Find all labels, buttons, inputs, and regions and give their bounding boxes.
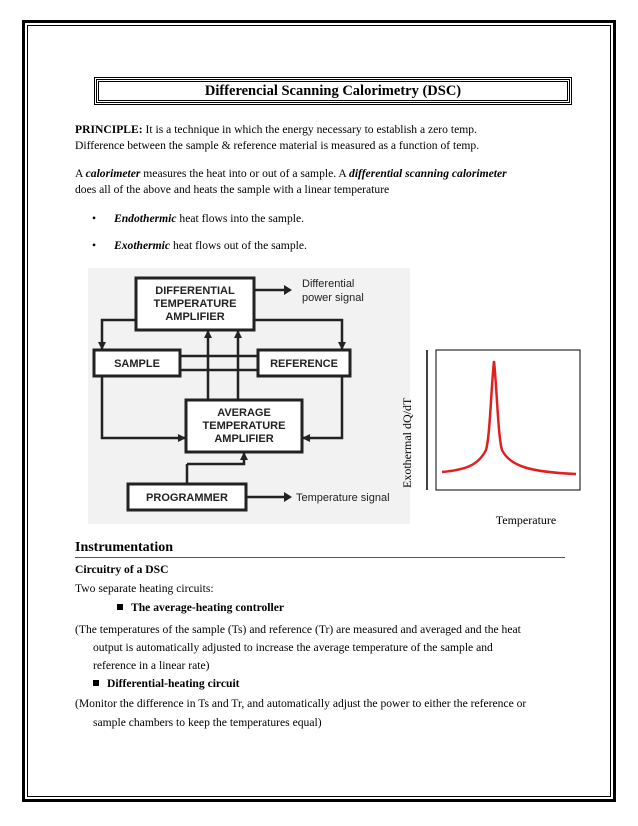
page-title: Differencial Scanning Calorimetry (DSC) <box>96 79 570 103</box>
principle-text-1: It is a technique in which the energy necessary to establish a zero temp. <box>142 123 477 136</box>
endothermic-term: Endothermic <box>114 212 177 225</box>
calorimeter-prefix: A <box>75 167 86 180</box>
circuits-intro: Two separate heating circuits: <box>75 582 214 595</box>
instrumentation-rule <box>75 557 565 558</box>
principle-line-2: Difference between the sample & reference material is measured as a function of temp. <box>75 139 480 152</box>
circuitry-subheading: Circuitry of a DSC <box>75 563 169 576</box>
item-differential-heating-label: Differential-heating circuit <box>107 677 240 690</box>
item-average-heating <box>117 600 284 615</box>
dsc-term: differential scanning calorimeter <box>349 167 507 180</box>
programmer-label: PROGRAMMER <box>146 492 228 504</box>
dsc-block-diagram <box>88 268 410 524</box>
item-average-heating-label: The average-heating controller <box>131 601 285 614</box>
item-differential-heating <box>93 676 240 691</box>
diff-signal-line-1: Differential <box>302 278 355 290</box>
exothermic-term: Exothermic <box>114 239 171 252</box>
exothermic-text: heat flows out of the sample. <box>170 239 307 252</box>
calorimeter-middle: measures the heat into or out of a sample. A <box>140 167 350 180</box>
temp-signal-label: Temperature signal <box>296 492 390 504</box>
dsc-peak-plot <box>394 338 586 530</box>
principle-line-1 <box>75 122 477 137</box>
sample-label: SAMPLE <box>114 358 160 370</box>
item2-desc-line-2: sample chambers to keep the temperatures equal) <box>93 716 322 729</box>
item2-desc-line-1: (Monitor the difference in Ts and Tr, and automatically adjust the power to either the reference or <box>75 697 527 710</box>
principle-label: PRINCIPLE: <box>75 123 143 136</box>
item1-desc-line-1: (The temperatures of the sample (Ts) and reference (Tr) are measured and averaged and the heat <box>75 623 521 636</box>
item1-desc-line-3: reference in a linear rate) <box>93 659 210 672</box>
endothermic-text: heat flows into the sample. <box>176 212 305 225</box>
avg-amp-line-1: AVERAGE <box>217 407 271 419</box>
diff-amp-line-1: DIFFERENTIAL <box>155 285 235 297</box>
instrumentation-heading: Instrumentation <box>75 540 174 555</box>
bullet-exothermic: • Exothermic heat flows out of the sample. <box>92 239 307 252</box>
square-bullet-icon <box>93 680 99 686</box>
calorimeter-line-1 <box>75 166 507 181</box>
calorimeter-line-2: does all of the above and heats the sample with a linear temperature <box>75 183 390 196</box>
diff-signal-line-2: power signal <box>302 292 364 304</box>
square-bullet-icon <box>117 604 123 610</box>
item1-desc-line-2: output is automatically adjusted to increase the average temperature of the sample and <box>93 641 493 654</box>
bullet-endothermic: • Endothermic heat flows into the sample. <box>92 212 305 225</box>
avg-amp-line-3: AMPLIFIER <box>214 433 274 445</box>
reference-label: REFERENCE <box>270 358 338 370</box>
calorimeter-term: calorimeter <box>85 167 141 180</box>
diff-amp-line-2: TEMPERATURE <box>153 298 237 310</box>
plot-y-label: Exothermal dQ/dT <box>400 397 414 488</box>
avg-amp-line-2: TEMPERATURE <box>202 420 286 432</box>
plot-x-label: Temperature <box>495 513 557 527</box>
diff-amp-line-3: AMPLIFIER <box>165 311 225 323</box>
